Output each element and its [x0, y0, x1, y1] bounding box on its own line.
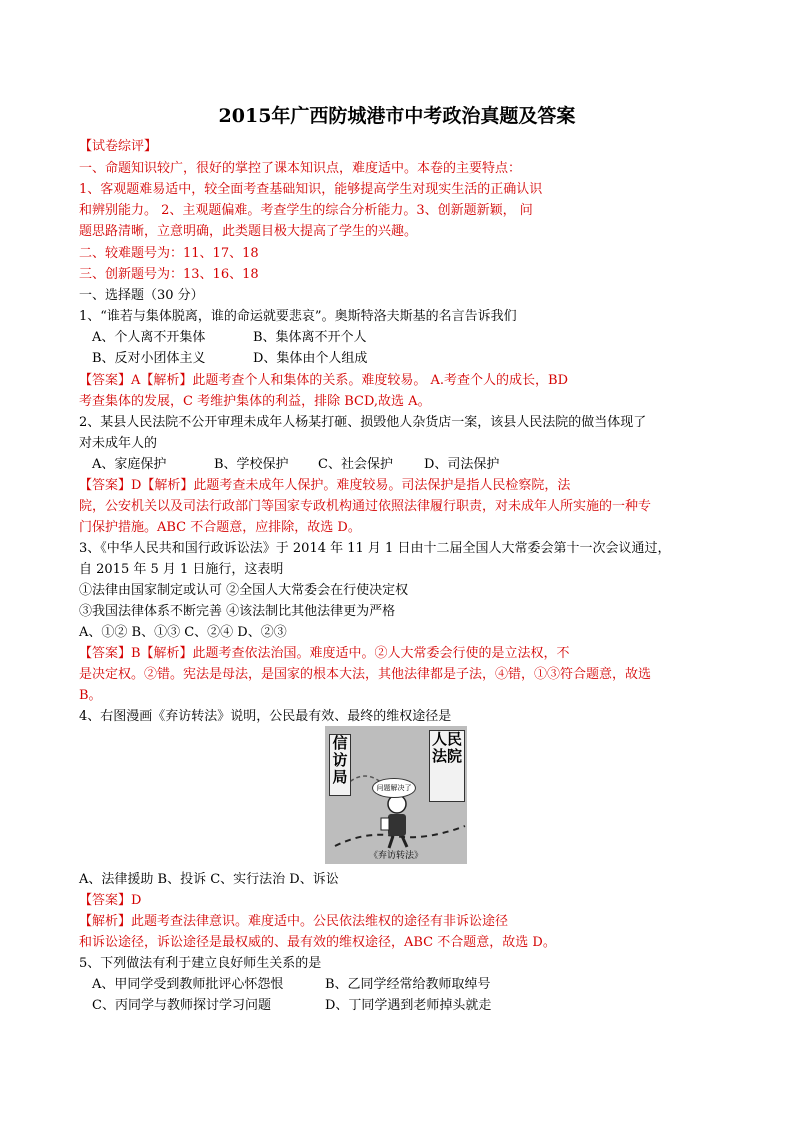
- option: D、集体由个人组成: [253, 351, 368, 366]
- question-stem: 自 2015 年 5 月 1 日施行，这表明: [79, 562, 284, 577]
- review-line: 一、命题知识较广，很好的掌控了课本知识点，难度适中。本卷的主要特点：: [79, 161, 522, 176]
- option: A、家庭保护: [92, 457, 167, 472]
- question-stem: 1、“谁若与集体脱离，谁的命运就要悲哀”。奥斯特洛夫斯基的名言告诉我们: [79, 309, 517, 324]
- option: A、①② B、①③ C、②④ D、②③: [79, 625, 287, 640]
- statement: ③我国法律体系不断完善 ④该法制比其他法律更为严格: [79, 604, 396, 619]
- answer-line: 【解析】此题考查法律意识。难度适中。公民依法维权的途径有非诉讼途径: [79, 914, 509, 929]
- question-stem: 对未成年人的: [79, 436, 158, 451]
- answer-line: 【答案】A【解析】此题考查个人和集体的关系。难度较易。 A.考查个人的成长，BD: [79, 373, 569, 388]
- option: D、司法保护: [424, 457, 500, 472]
- answer-line: 门保护措施。ABC 不合题意，应排除，故选 D。: [79, 520, 361, 535]
- option: A、个人离不开集体: [92, 330, 206, 345]
- review-line: 三、创新题号为：13、16、18: [79, 267, 259, 282]
- answer-line: 和诉讼途径，诉讼途径是最权威的、最有效的维权途径，ABC 不合题意，故选 D。: [79, 935, 556, 950]
- section-heading: 一、选择题（30 分）: [79, 288, 204, 303]
- review-line: 题思路清晰，立意明确，此类题目极大提高了学生的兴趣。: [79, 224, 418, 239]
- answer-line: 【答案】B【解析】此题考查依法治国。难度适中。②人大常委会行使的是立法权，不: [79, 646, 570, 661]
- sign-right: 人民法院: [429, 730, 465, 802]
- sign-left: 信访局: [329, 734, 351, 796]
- answer-line: 院，公安机关以及司法行政部门等国家专政机构通过依照法律履行职责，对未成年人所实施的一种专: [79, 499, 652, 514]
- answer-line: 是决定权。②错。宪法是母法，是国家的根本大法，其他法律都是子法，④错，①③符合题意，故选: [79, 667, 652, 682]
- cartoon-caption: 《弃访转法》: [368, 851, 423, 861]
- question-stem: 3、《中华人民共和国行政诉讼法》于 2014 年 11 月 1 日由十二届全国人大常委会第十一次会议通过，: [79, 541, 671, 556]
- page-title: 2015年广西防城港市中考政治真题及答案: [218, 105, 576, 127]
- option: D、丁同学遇到老师掉头就走: [325, 998, 492, 1013]
- option: B、学校保护: [214, 457, 289, 472]
- option: B、反对小团体主义: [92, 351, 206, 366]
- option: B、乙同学经常给教师取绰号: [325, 977, 491, 992]
- question-stem: 4、右图漫画《弃访转法》说明，公民最有效、最终的维权途径是: [79, 709, 452, 724]
- review-line: 和辨别能力。 2、主观题偏难。考查学生的综合分析能力。3、创新题新颖， 问: [79, 203, 533, 218]
- review-line: 二、较难题号为：11、17、18: [79, 246, 259, 261]
- question-stem: 2、某县人民法院不公开审理未成年人杨某打砸、损毁他人杂货店一案，该县人民法院的做当体现了: [79, 415, 647, 430]
- cartoon-figure: [325, 726, 467, 864]
- review-line: 1、客观题难易适中，较全面考查基础知识，能够提高学生对现实生活的正确认识: [79, 182, 543, 197]
- option: C、丙同学与教师探讨学习问题: [92, 998, 271, 1013]
- answer-line: 考查集体的发展，C 考维护集体的利益，排除 BCD,故选 A。: [79, 394, 431, 409]
- option: A、甲同学受到教师批评心怀怨恨: [92, 977, 284, 992]
- option: C、社会保护: [318, 457, 393, 472]
- statement: ①法律由国家制定或认可 ②全国人大常委会在行使决定权: [79, 583, 409, 598]
- question-stem: 5、下列做法有利于建立良好师生关系的是: [79, 956, 322, 971]
- answer-line: B。: [79, 688, 102, 703]
- speech-bubble: 问题解决了: [372, 778, 416, 798]
- answer-line: 【答案】D: [79, 893, 142, 908]
- option: B、集体离不开个人: [253, 330, 367, 345]
- review-heading: 【试卷综评】: [79, 139, 158, 154]
- answer-line: 【答案】D【解析】此题考查未成年人保护。难度较易。司法保护是指人民检察院，法: [79, 478, 571, 493]
- option: A、法律援助 B、投诉 C、实行法治 D、诉讼: [79, 872, 339, 887]
